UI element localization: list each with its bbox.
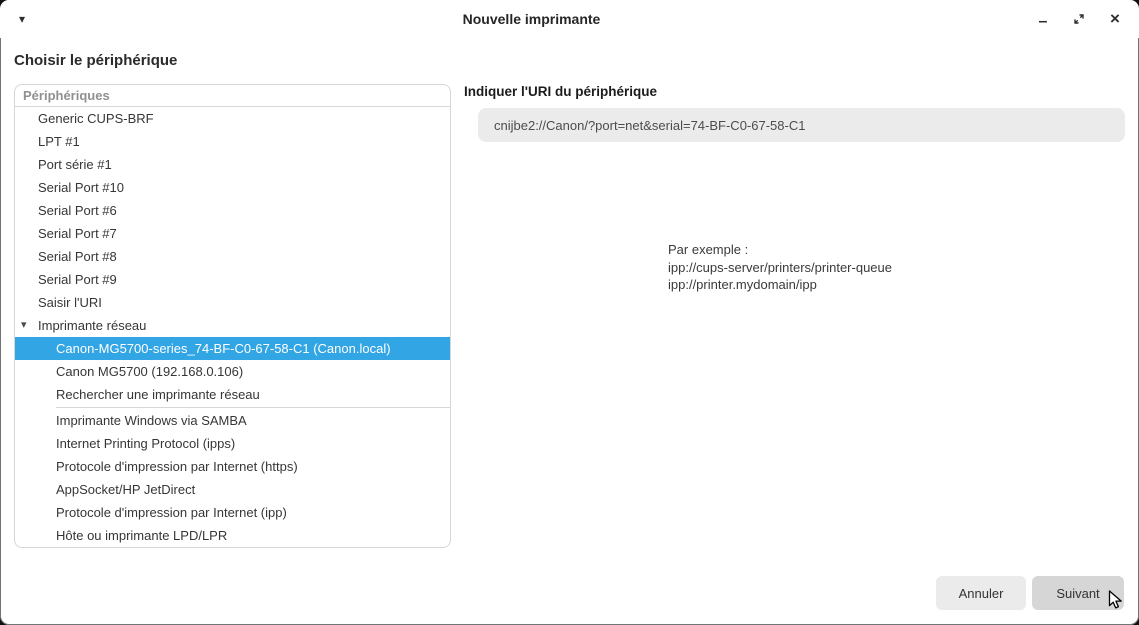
device-row-label: Serial Port #10 [38, 180, 124, 195]
expander-arrow-icon[interactable]: ▾ [21, 319, 27, 331]
restore-icon [1072, 12, 1086, 26]
device-row[interactable] [15, 314, 450, 337]
device-row[interactable] [15, 337, 450, 360]
device-row[interactable] [15, 153, 450, 176]
device-list-header: Périphériques [15, 85, 450, 107]
device-row[interactable] [15, 409, 450, 432]
device-row-label: LPT #1 [38, 134, 80, 149]
device-row-label: Canon MG5700 (192.168.0.106) [56, 364, 244, 379]
device-row-label: Serial Port #6 [38, 203, 117, 218]
device-row[interactable] [15, 432, 450, 455]
device-row[interactable] [15, 245, 450, 268]
close-icon: × [1110, 9, 1120, 28]
device-row-label: Generic CUPS-BRF [38, 111, 154, 126]
device-row-label: Protocole d'impression par Internet (ipp) [56, 505, 287, 520]
device-row[interactable] [15, 107, 450, 130]
device-row[interactable] [15, 524, 450, 547]
device-row[interactable] [15, 222, 450, 245]
device-list-rows [15, 107, 450, 547]
device-row-label: Protocole d'impression par Internet (https) [56, 459, 298, 474]
device-row-label: Port série #1 [38, 157, 112, 172]
device-row[interactable] [15, 383, 450, 406]
device-row-label: AppSocket/HP JetDirect [56, 482, 196, 497]
device-row-label: Serial Port #8 [38, 249, 117, 264]
device-row[interactable] [15, 478, 450, 501]
device-row[interactable] [15, 455, 450, 478]
device-row-label: Imprimante Windows via SAMBA [56, 413, 247, 428]
device-uri-heading: Indiquer l'URI du périphérique [464, 84, 657, 99]
window-menu-caret-icon: ▾ [18, 12, 26, 26]
device-row[interactable] [15, 130, 450, 153]
device-row[interactable] [15, 268, 450, 291]
device-row-label: Internet Printing Protocol (ipps) [56, 436, 236, 451]
device-row[interactable] [15, 199, 450, 222]
uri-example-line: ipp://printer.mydomain/ipp [668, 277, 817, 292]
device-uri-input[interactable] [478, 108, 1125, 142]
choose-device-heading: Choisir le périphérique [14, 52, 178, 69]
uri-example-line: ipp://cups-server/printers/printer-queue [668, 259, 892, 275]
device-row-label: Rechercher une imprimante réseau [56, 387, 260, 402]
device-row-label: Hôte ou imprimante LPD/LPR [56, 528, 228, 543]
device-row[interactable] [15, 291, 450, 314]
device-row-label: Imprimante réseau [38, 318, 147, 333]
device-row[interactable] [15, 501, 450, 524]
minimize-icon: – [1038, 13, 1048, 30]
device-list [14, 84, 451, 548]
cancel-button[interactable]: Annuler [936, 576, 1026, 610]
uri-example-text [668, 241, 892, 294]
minimize-button[interactable] [1025, 3, 1061, 35]
device-row-label: Canon-MG5700-series_74-BF-C0-67-58-C1 (Canon.local) [56, 341, 391, 356]
restore-button[interactable] [1061, 3, 1097, 35]
close-button[interactable] [1097, 3, 1133, 35]
device-row-label: Serial Port #9 [38, 272, 117, 287]
window-controls [1025, 3, 1133, 35]
next-button[interactable]: Suivant [1032, 576, 1124, 610]
uri-example-line: Par exemple : [668, 242, 749, 257]
device-row[interactable] [15, 176, 450, 199]
window-title: Nouvelle imprimante [462, 11, 601, 27]
titlebar [0, 0, 1139, 38]
device-row[interactable] [15, 360, 450, 383]
device-row-label: Saisir l'URI [38, 295, 102, 310]
device-row-label: Serial Port #7 [38, 226, 117, 241]
